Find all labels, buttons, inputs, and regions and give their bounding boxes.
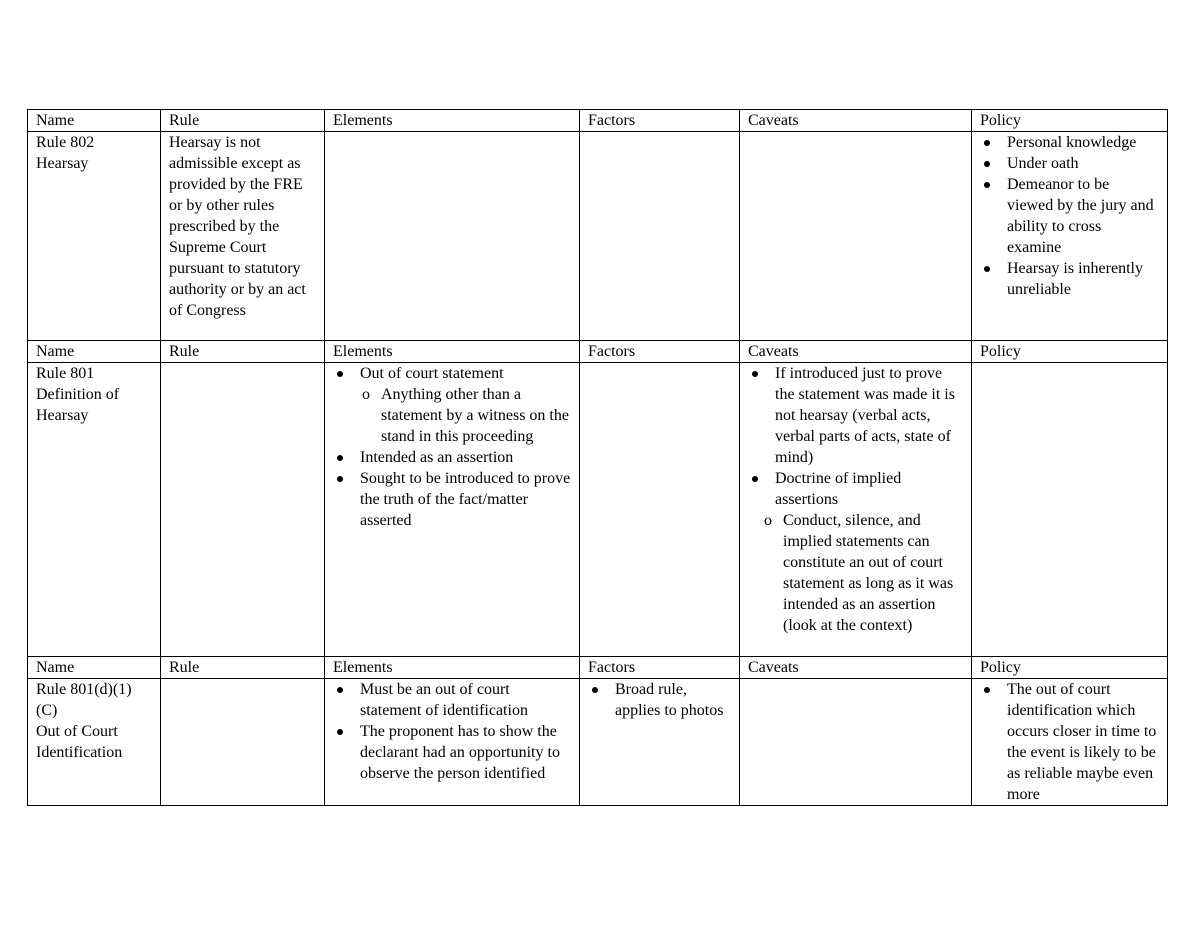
name-cell bbox=[28, 363, 161, 657]
factors-cell bbox=[580, 679, 740, 806]
caveats-cell bbox=[740, 679, 972, 806]
bullet-item: Intended as an assertion bbox=[333, 447, 571, 468]
policy-list bbox=[980, 132, 1159, 300]
caveats-list bbox=[748, 363, 963, 636]
header-rule: Rule bbox=[161, 341, 325, 363]
header-rule: Rule bbox=[161, 110, 325, 132]
header-row bbox=[28, 110, 1168, 132]
bullet-item: Personal knowledge bbox=[980, 132, 1159, 153]
header-row bbox=[28, 341, 1168, 363]
bullet-item: The proponent has to show the declarant had an opportunity to observe the person identified bbox=[333, 721, 571, 784]
header-factors: Factors bbox=[580, 341, 740, 363]
rule-cell bbox=[161, 363, 325, 657]
name-line: (C) bbox=[36, 702, 58, 719]
name-cell bbox=[28, 679, 161, 806]
bullet-item: Broad rule, applies to photos bbox=[588, 679, 731, 721]
bullet-item: Under oath bbox=[980, 153, 1159, 174]
factors-cell bbox=[580, 363, 740, 657]
policy-cell bbox=[972, 132, 1168, 341]
elements-cell bbox=[325, 679, 580, 806]
header-name: Name bbox=[28, 341, 161, 363]
name-cell bbox=[28, 132, 161, 341]
policy-cell bbox=[972, 363, 1168, 657]
sub-bullet-item: o Conduct, silence, and implied statements can constitute an out of court statement as long as it was intended as an assertion (look at the context) bbox=[762, 510, 963, 636]
elements-list bbox=[333, 679, 571, 784]
sub-bullet-item: o Anything other than a statement by a witness on the stand in this proceeding bbox=[360, 384, 571, 447]
elements-cell bbox=[325, 132, 580, 341]
name-line: Out of Court bbox=[36, 723, 118, 740]
table-row bbox=[28, 363, 1168, 657]
rule-cell bbox=[161, 679, 325, 806]
elements-list bbox=[333, 363, 571, 531]
header-caveats: Caveats bbox=[740, 341, 972, 363]
caveats-cell bbox=[740, 363, 972, 657]
sub-list bbox=[762, 510, 963, 636]
name-line: Rule 801 bbox=[36, 365, 95, 382]
name-line: Identification bbox=[36, 744, 123, 761]
bullet-item bbox=[333, 363, 571, 447]
header-elements: Elements bbox=[325, 110, 580, 132]
name-line: Rule 802 bbox=[36, 134, 95, 151]
bullet-text: Doctrine of implied assertions bbox=[775, 470, 902, 508]
header-factors: Factors bbox=[580, 657, 740, 679]
header-factors: Factors bbox=[580, 110, 740, 132]
factors-list bbox=[588, 679, 731, 721]
header-policy: Policy bbox=[972, 341, 1168, 363]
header-policy: Policy bbox=[972, 657, 1168, 679]
name-line: Definition of bbox=[36, 386, 120, 403]
rules-table bbox=[27, 109, 1168, 806]
table-row bbox=[28, 679, 1168, 806]
header-elements: Elements bbox=[325, 341, 580, 363]
bullet-item: Demeanor to be viewed by the jury and ability to cross examine bbox=[980, 174, 1159, 258]
elements-cell bbox=[325, 363, 580, 657]
name-line: Hearsay bbox=[36, 407, 89, 424]
sub-list bbox=[360, 384, 571, 447]
name-line: Hearsay bbox=[36, 155, 89, 172]
policy-list bbox=[980, 679, 1159, 805]
rule-cell: Hearsay is not admissible except as provided by the FRE or by other rules prescribed by the Supreme Court pursuant to statutory authority or by an act of Congress bbox=[161, 132, 325, 341]
header-name: Name bbox=[28, 657, 161, 679]
policy-cell bbox=[972, 679, 1168, 806]
caveats-cell bbox=[740, 132, 972, 341]
header-caveats: Caveats bbox=[740, 657, 972, 679]
factors-cell bbox=[580, 132, 740, 341]
bullet-text: Out of court statement bbox=[360, 365, 504, 382]
bullet-item: Hearsay is inherently unreliable bbox=[980, 258, 1159, 300]
name-line: Rule 801(d)(1) bbox=[36, 681, 132, 698]
header-rule: Rule bbox=[161, 657, 325, 679]
header-name: Name bbox=[28, 110, 161, 132]
bullet-item: If introduced just to prove the statement was made it is not hearsay (verbal acts, verbal parts of acts, state of mind) bbox=[748, 363, 963, 468]
bullet-item: Must be an out of court statement of identification bbox=[333, 679, 571, 721]
bullet-item bbox=[748, 468, 963, 636]
bullet-item: Sought to be introduced to prove the truth of the fact/matter asserted bbox=[333, 468, 571, 531]
header-caveats: Caveats bbox=[740, 110, 972, 132]
bullet-item: The out of court identification which occurs closer in time to the event is likely to be as reliable maybe even more bbox=[980, 679, 1159, 805]
header-row bbox=[28, 657, 1168, 679]
header-policy: Policy bbox=[972, 110, 1168, 132]
table-row bbox=[28, 132, 1168, 341]
header-elements: Elements bbox=[325, 657, 580, 679]
